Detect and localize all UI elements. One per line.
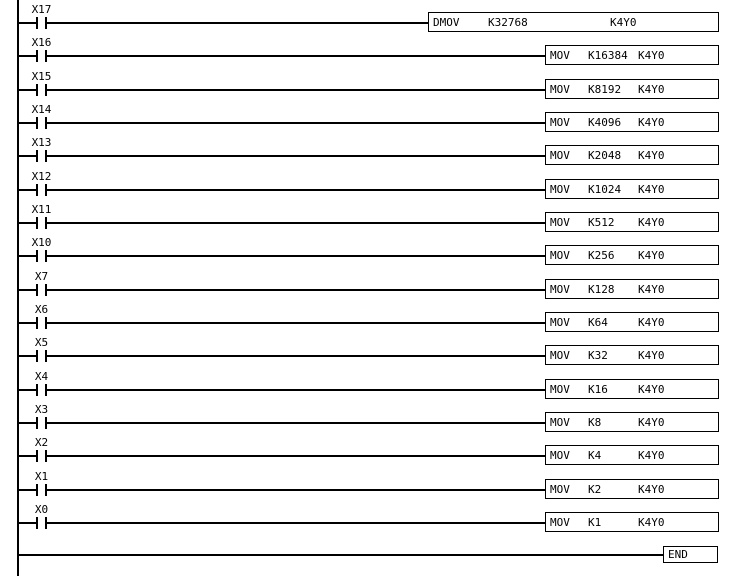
instruction-destination: K4Y0 (638, 82, 665, 96)
no-contact-symbol[interactable] (36, 384, 47, 396)
instruction-box[interactable] (545, 112, 719, 132)
contact-bar-left (36, 117, 38, 129)
wire (47, 455, 545, 457)
no-contact-symbol[interactable] (36, 284, 47, 296)
instruction-mnemonic: MOV (550, 515, 570, 529)
instruction-box[interactable] (428, 12, 719, 32)
contact-label: X17 (31, 3, 52, 16)
instruction-operand: K64 (588, 315, 608, 329)
no-contact-symbol[interactable] (36, 484, 47, 496)
instruction-operand: K512 (588, 215, 615, 229)
wire (18, 489, 36, 491)
instruction-operand: K8 (588, 415, 602, 429)
instruction-box[interactable] (545, 212, 719, 232)
contact-label: X13 (31, 136, 52, 149)
wire (47, 22, 428, 24)
instruction-mnemonic: MOV (550, 48, 570, 62)
instruction-operand: K2 (588, 482, 602, 496)
contact-label: X1 (34, 470, 49, 483)
wire (18, 55, 36, 57)
end-instruction-box[interactable] (663, 546, 718, 563)
wire (18, 389, 36, 391)
instruction-destination: K4Y0 (638, 448, 665, 462)
contact-label: X3 (34, 403, 49, 416)
end-instruction-label: END (668, 548, 688, 561)
instruction-destination: K4Y0 (638, 282, 665, 296)
wire (18, 455, 36, 457)
instruction-operand: K2048 (588, 148, 622, 162)
no-contact-symbol[interactable] (36, 84, 47, 96)
instruction-mnemonic: MOV (550, 348, 570, 362)
instruction-box[interactable] (545, 345, 719, 365)
wire (47, 322, 545, 324)
contact-label: X6 (34, 303, 49, 316)
contact-label: X4 (34, 370, 49, 383)
wire (47, 289, 545, 291)
wire (18, 222, 36, 224)
instruction-operand: K1 (588, 515, 602, 529)
contact-bar-left (36, 317, 38, 329)
wire (18, 189, 36, 191)
wire (47, 389, 545, 391)
wire (47, 222, 545, 224)
wire (47, 89, 545, 91)
instruction-box[interactable] (545, 412, 719, 432)
instruction-operand: K32768 (488, 15, 528, 29)
instruction-box[interactable] (545, 79, 719, 99)
instruction-mnemonic: MOV (550, 282, 570, 296)
instruction-mnemonic: MOV (550, 148, 570, 162)
wire (47, 55, 545, 57)
instruction-mnemonic: MOV (550, 182, 570, 196)
contact-bar-left (36, 184, 38, 196)
contact-label: X15 (31, 70, 52, 83)
contact-bar-left (36, 50, 38, 62)
wire (47, 122, 545, 124)
instruction-destination: K4Y0 (610, 15, 637, 29)
no-contact-symbol[interactable] (36, 17, 47, 29)
contact-label: X12 (31, 170, 52, 183)
instruction-destination: K4Y0 (638, 415, 665, 429)
instruction-mnemonic: MOV (550, 382, 570, 396)
instruction-destination: K4Y0 (638, 382, 665, 396)
instruction-destination: K4Y0 (638, 315, 665, 329)
no-contact-symbol[interactable] (36, 417, 47, 429)
contact-bar-left (36, 217, 38, 229)
instruction-mnemonic: MOV (550, 315, 570, 329)
wire (47, 489, 545, 491)
contact-label: X7 (34, 270, 49, 283)
no-contact-symbol[interactable] (36, 450, 47, 462)
instruction-mnemonic: MOV (550, 482, 570, 496)
instruction-box[interactable] (545, 379, 719, 399)
wire (47, 155, 545, 157)
wire (18, 422, 36, 424)
contact-label: X2 (34, 436, 49, 449)
instruction-box[interactable] (545, 512, 719, 532)
wire (18, 89, 36, 91)
wire (47, 189, 545, 191)
wire (18, 255, 36, 257)
no-contact-symbol[interactable] (36, 117, 47, 129)
instruction-destination: K4Y0 (638, 215, 665, 229)
instruction-destination: K4Y0 (638, 248, 665, 262)
instruction-destination: K4Y0 (638, 348, 665, 362)
contact-bar-left (36, 484, 38, 496)
instruction-destination: K4Y0 (638, 148, 665, 162)
instruction-box[interactable] (545, 45, 719, 65)
instruction-mnemonic: MOV (550, 248, 570, 262)
instruction-operand: K4096 (588, 115, 622, 129)
instruction-mnemonic: MOV (550, 82, 570, 96)
instruction-box[interactable] (545, 145, 719, 165)
no-contact-symbol[interactable] (36, 217, 47, 229)
instruction-destination: K4Y0 (638, 482, 665, 496)
wire (18, 554, 663, 556)
instruction-operand: K16 (588, 382, 608, 396)
wire (18, 122, 36, 124)
contact-label: X0 (34, 503, 49, 516)
no-contact-symbol[interactable] (36, 150, 47, 162)
contact-bar-left (36, 284, 38, 296)
wire (18, 322, 36, 324)
instruction-operand: K256 (588, 248, 615, 262)
wire (18, 522, 36, 524)
wire (18, 155, 36, 157)
contact-bar-left (36, 17, 38, 29)
instruction-box[interactable] (545, 245, 719, 265)
contact-bar-left (36, 84, 38, 96)
instruction-box[interactable] (545, 179, 719, 199)
instruction-operand: K8192 (588, 82, 622, 96)
instruction-mnemonic: MOV (550, 415, 570, 429)
instruction-destination: K4Y0 (638, 48, 665, 62)
instruction-mnemonic: MOV (550, 115, 570, 129)
contact-label: X14 (31, 103, 52, 116)
contact-label: X16 (31, 36, 52, 49)
contact-bar-left (36, 417, 38, 429)
no-contact-symbol[interactable] (36, 517, 47, 529)
no-contact-symbol[interactable] (36, 350, 47, 362)
contact-bar-left (36, 517, 38, 529)
contact-bar-left (36, 384, 38, 396)
contact-bar-left (36, 450, 38, 462)
wire (47, 355, 545, 357)
instruction-destination: K4Y0 (638, 182, 665, 196)
instruction-box[interactable] (545, 312, 719, 332)
instruction-operand: K16384 (588, 48, 628, 62)
no-contact-symbol[interactable] (36, 317, 47, 329)
wire (18, 355, 36, 357)
instruction-mnemonic: MOV (550, 448, 570, 462)
contact-bar-left (36, 350, 38, 362)
no-contact-symbol[interactable] (36, 50, 47, 62)
instruction-operand: K4 (588, 448, 602, 462)
contact-bar-left (36, 250, 38, 262)
instruction-operand: K1024 (588, 182, 622, 196)
wire (18, 289, 36, 291)
no-contact-symbol[interactable] (36, 250, 47, 262)
instruction-box[interactable] (545, 279, 719, 299)
wire (47, 522, 545, 524)
instruction-box[interactable] (545, 479, 719, 499)
wire (18, 22, 36, 24)
wire (47, 422, 545, 424)
wire (47, 255, 545, 257)
contact-label: X10 (31, 236, 52, 249)
instruction-destination: K4Y0 (638, 515, 665, 529)
instruction-operand: K32 (588, 348, 608, 362)
instruction-box[interactable] (545, 445, 719, 465)
contact-bar-left (36, 150, 38, 162)
instruction-operand: K128 (588, 282, 615, 296)
instruction-destination: K4Y0 (638, 115, 665, 129)
instruction-mnemonic: MOV (550, 215, 570, 229)
contact-label: X5 (34, 336, 49, 349)
no-contact-symbol[interactable] (36, 184, 47, 196)
contact-label: X11 (31, 203, 52, 216)
instruction-mnemonic: DMOV (433, 15, 460, 29)
